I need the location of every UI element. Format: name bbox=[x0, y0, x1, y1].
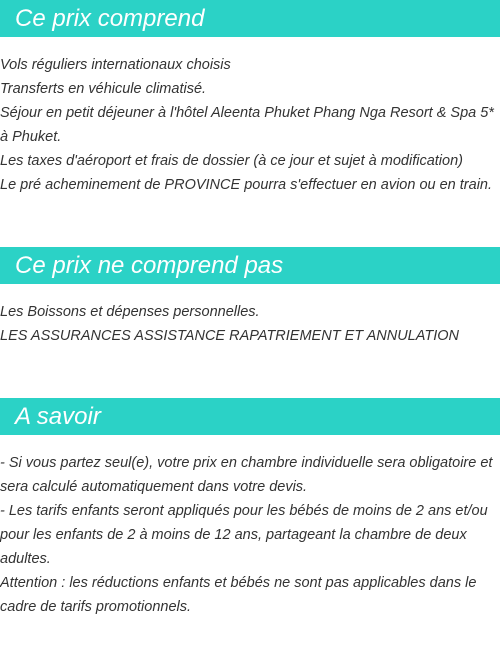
good-to-know-list bbox=[0, 451, 500, 619]
not-included-item: Les Boissons et dépenses personnelles. bbox=[0, 304, 260, 320]
included-item: Le pré acheminement de PROVINCE pourra s'effectuer en avion ou en train. bbox=[0, 177, 493, 193]
good-to-know-item: - Si vous partez seul(e), votre prix en chambre individuelle sera obligatoire et sera calculé automatiquement dans votre devis. bbox=[0, 455, 493, 495]
included-item: Vols réguliers internationaux choisis bbox=[0, 57, 231, 73]
included-item: Transferts en véhicule climatisé. bbox=[0, 81, 207, 97]
included-list bbox=[0, 53, 500, 197]
included-item: Séjour en petit déjeuner à l'hôtel Aleenta Phuket Phang Nga Resort & Spa 5* à Phuket. bbox=[0, 105, 494, 145]
not-included-list bbox=[0, 300, 500, 348]
not-included-item: LES ASSURANCES ASSISTANCE RAPATRIEMENT ET ANNULATION bbox=[0, 328, 459, 344]
section-title-not-included: Ce prix ne comprend pas bbox=[0, 247, 500, 284]
section-title-included: Ce prix comprend bbox=[0, 0, 500, 37]
section-included bbox=[0, 0, 500, 197]
good-to-know-item: - Les tarifs enfants seront appliqués pour les bébés de moins de 2 ans et/ou pour les enfants de 2 à moins de 12 ans, partageant la chambre de deux adultes. bbox=[0, 503, 488, 567]
included-item: Les taxes d'aéroport et frais de dossier (à ce jour et sujet à modification) bbox=[0, 153, 463, 169]
section-good-to-know bbox=[0, 398, 500, 619]
section-title-good-to-know: A savoir bbox=[0, 398, 500, 435]
good-to-know-item: Attention : les réductions enfants et bébés ne sont pas applicables dans le cadre de tarifs promotionnels. bbox=[0, 575, 477, 615]
section-not-included bbox=[0, 247, 500, 348]
